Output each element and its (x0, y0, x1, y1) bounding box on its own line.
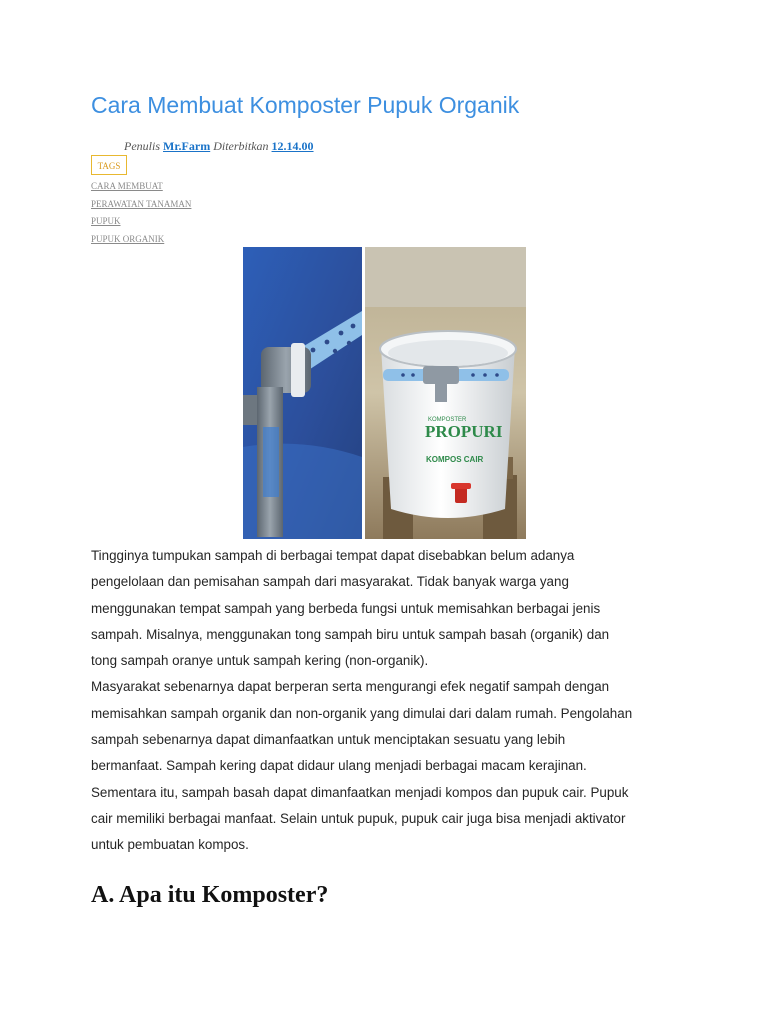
text-line: menggunakan tempat sampah yang berbeda fungsi untuk memisahkan berbagai jenis (91, 600, 601, 616)
text-line: untuk pembuatan kompos. (91, 837, 249, 853)
bucket-brand: PROPURI (425, 422, 503, 441)
text-line: Masyarakat sebenarnya dapat berperan serta mengurangi efek negatif sampah dengan (91, 679, 610, 695)
article-title: Cara Membuat Komposter Pupuk Organik (91, 92, 520, 118)
article-body (91, 543, 691, 859)
tag-link-cara-membuat[interactable]: CARA MEMBUAT (91, 181, 163, 191)
paragraph (91, 543, 691, 674)
timestamp-link[interactable]: 12.14.00 (271, 139, 314, 153)
text-line: sampah sebenarnya dapat dimanfaatkan untuk menciptakan sesuatu yang lebih (91, 732, 566, 748)
tag-link-pupuk-organik[interactable]: PUPUK ORGANIK (91, 233, 165, 244)
tag-list (91, 178, 191, 248)
text-line: memisahkan sampah organik dan non-organik yang dimulai dari dalam rumah. Pengolahan (91, 705, 633, 721)
pipe-closeup-photo (243, 247, 362, 539)
tag-link-perawatan-tanaman[interactable]: PERAWATAN TANAMAN (91, 198, 192, 209)
bucket-photo (365, 247, 526, 539)
bucket-brand-small: KOMPOSTER (428, 417, 467, 423)
text-line: sampah. Misalnya, menggunakan tong sampah biru untuk sampah basah (organik) dan (91, 626, 610, 642)
paragraph (91, 674, 691, 858)
bucket-label: KOMPOS CAIR (426, 455, 484, 464)
text-line: tong sampah oranye untuk sampah kering (non-organik). (91, 653, 429, 669)
published-prefix: Diterbitkan (213, 139, 269, 153)
text-line: pengelolaan dan pemisahan sampah dari masyarakat. Tidak banyak warga yang (91, 574, 569, 590)
byline (124, 139, 314, 154)
tag-link-pupuk[interactable]: PUPUK (91, 216, 121, 226)
section-heading: A. Apa itu Komposter? (91, 882, 329, 908)
author-prefix: Penulis (124, 139, 160, 153)
author-link[interactable]: Mr.Farm (163, 139, 211, 153)
text-line: Tingginya tumpukan sampah di berbagai tempat dapat disebabkan belum adanya (91, 548, 575, 563)
composter-photo (243, 247, 526, 539)
tags-badge: TAGS (91, 155, 127, 175)
text-line: bermanfaat. Sampah kering dapat didaur ulang menjadi berbagai macam kerajinan. (91, 758, 587, 774)
text-line: cair memiliki berbagai manfaat. Selain untuk pupuk, pupuk cair juga bisa menjadi aktivator (91, 810, 626, 826)
text-line: Sementara itu, sampah basah dapat dimanfaatkan menjadi kompos dan pupuk cair. Pupuk (91, 784, 629, 800)
